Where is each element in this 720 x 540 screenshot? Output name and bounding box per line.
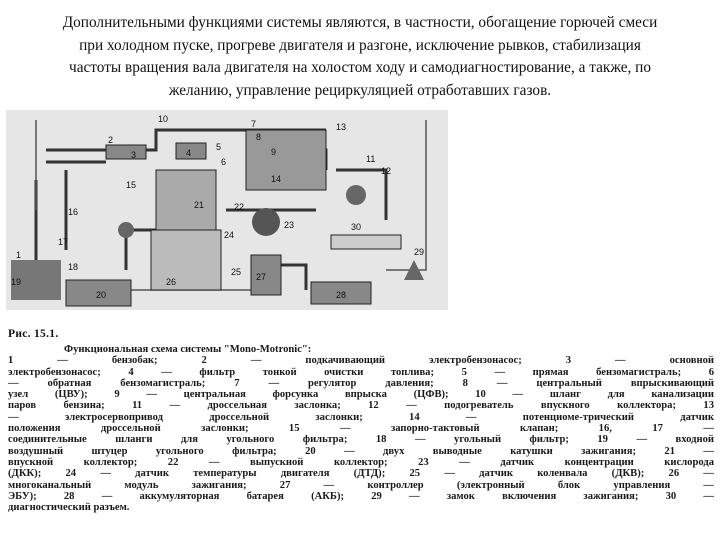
legend-line: паров бензина; 11 — дроссельная заслонка; 12 — подогреватель впускного коллектора; 13 [8, 400, 714, 412]
legend-line: воздушный штуцер угольного фильтра; 20 — двух выводные катушки зажигания; 21 — [8, 445, 714, 457]
label-22: 22 [234, 202, 245, 212]
legend-line: соединительные шланги для угольного фильтра; 18 — угольный фильтр; 19 — входной [8, 434, 714, 446]
label-29: 29 [414, 247, 425, 257]
label-9: 9 [271, 147, 277, 157]
label-4: 4 [186, 148, 192, 158]
label-1: 1 [16, 250, 22, 260]
label-5: 5 [216, 142, 222, 152]
label-25: 25 [231, 267, 242, 277]
label-17: 17 [58, 237, 69, 247]
intro-line: частоты вращения вала двигателя на холостом ходу и самодиагностирование, а также, по [69, 59, 651, 76]
mono-motronic-schematic [6, 110, 448, 310]
label-7: 7 [251, 119, 257, 129]
label-23: 23 [284, 220, 295, 230]
label-15: 15 [126, 180, 137, 190]
figure-legend [8, 344, 714, 513]
label-6: 6 [221, 157, 227, 167]
legend-line: (ДКК); 24 — датчик температуры двигателя (ДТД); 25 — датчик коленвала (ДКВ); 26 — [8, 468, 714, 480]
legend-line: ЭБУ); 28 — аккумуляторная батарея (АКБ); 29 — замок включения зажигания; 30 — [8, 490, 714, 502]
label-16: 16 [68, 207, 79, 217]
label-21: 21 [194, 200, 205, 210]
intro-line: при холодном пуске, прогреве двигателя и разгоне, исключение рывков, стабилизация [79, 36, 641, 54]
label-3: 3 [131, 150, 137, 160]
legend-line: узел (ЦВУ); 9 — центральная форсунка впрыска (ЦФВ); 10 — шланг для канализации [8, 389, 714, 401]
label-27: 27 [256, 272, 267, 282]
intro-line: желанию, управление рециркуляцией отработавших газов. [168, 81, 552, 99]
legend-line: электробензонасос; 4 — фильтр тонкой очистки топлива; 5 — прямая бензомагистраль; 6 [8, 366, 714, 378]
legend-line: — электросервопривод дроссельной заслонки; 14 — потенциоме-трический датчик [8, 411, 714, 423]
label-2: 2 [108, 135, 114, 145]
label-13: 13 [336, 122, 347, 132]
label-24: 24 [224, 230, 235, 240]
intro-paragraph [8, 12, 712, 102]
label-26: 26 [166, 277, 177, 287]
label-20: 20 [96, 290, 107, 300]
label-28: 28 [336, 290, 347, 300]
label-10: 10 [158, 114, 169, 124]
label-12: 12 [381, 166, 392, 176]
intro-line: Дополнительными функциями системы являются, в частности, обогащение горючей смеси [62, 14, 658, 31]
legend-line: 1 — бензобак; 2 — подкачивающий электробензонасос; 3 — основной [8, 355, 714, 367]
label-11: 11 [366, 154, 376, 164]
legend-line: положения дроссельной заслонки; 15 — запорно-тактовый клапан; 16, 17 — [8, 423, 714, 435]
label-18: 18 [68, 262, 79, 272]
legend-line: — обратная бензомагистраль; 7 — регулятор давления; 8 — центральный впрыскивающий [8, 377, 714, 389]
label-8: 8 [256, 132, 262, 142]
legend-line: многоканальный модуль зажигания; 27 — контроллер (электронный блок управления — [8, 479, 714, 491]
legend-line: впускной коллектор; 22 — выпускной коллектор; 23 — датчик концентрации кислорода [8, 456, 714, 468]
figure-caption: Рис. 15.1. [8, 328, 59, 340]
label-19: 19 [11, 277, 22, 287]
legend-title: Функциональная схема системы "Mono-Motronic": [64, 344, 312, 355]
legend-line: диагностический разъем. [8, 502, 130, 514]
system-diagram [6, 110, 448, 310]
label-14: 14 [271, 174, 282, 184]
label-30: 30 [351, 222, 362, 232]
